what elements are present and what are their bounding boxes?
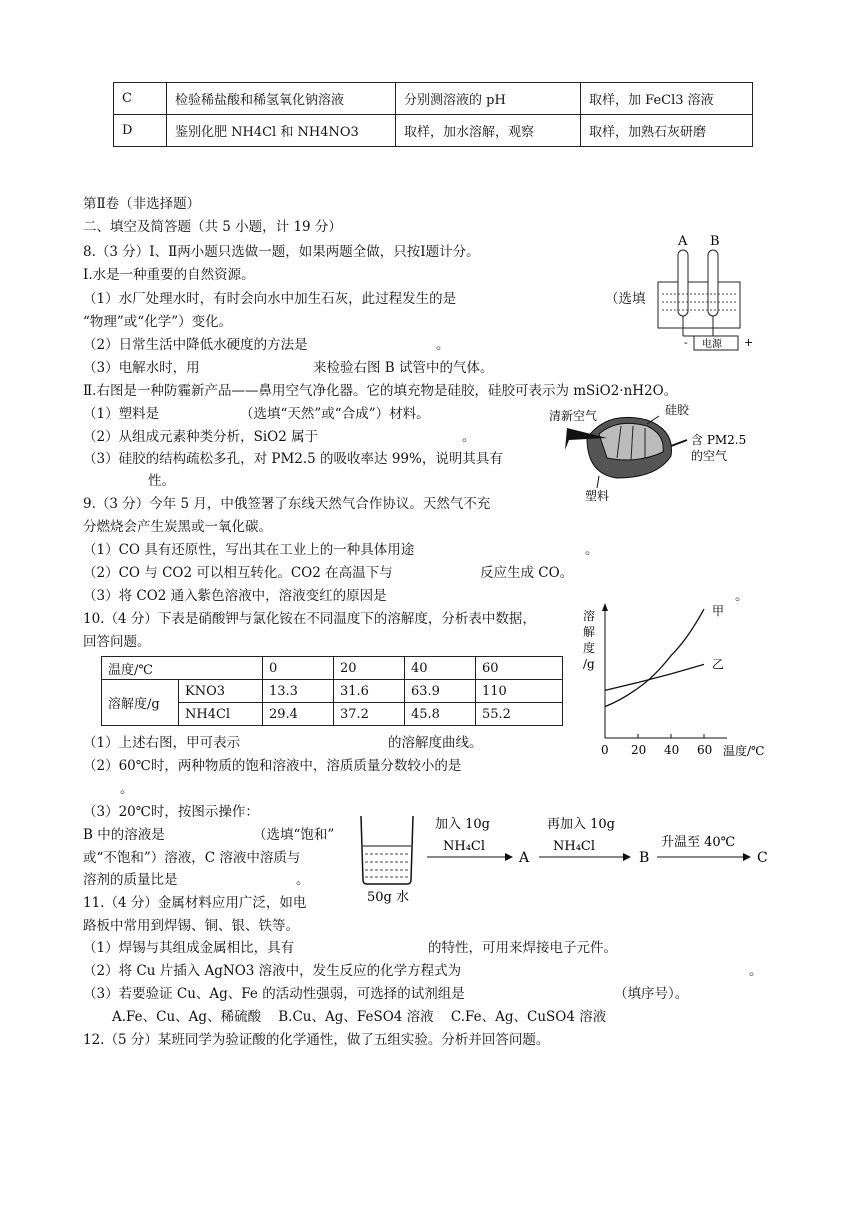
q10-p3: （3）20℃时，按图示操作： <box>83 804 259 820</box>
table-row <box>102 680 563 703</box>
plus-label: + <box>744 336 754 349</box>
q9-stem-b: 分燃烧会产生炭黑或一氧化碳。 <box>83 519 272 535</box>
option-method2: 取样，加熟石灰研磨 <box>581 115 753 147</box>
option-method2: 取样，加 FeCl3 溶液 <box>581 83 753 115</box>
power-label: 电源 <box>702 339 722 350</box>
q11-p2-end: 。 <box>749 963 763 979</box>
q10-stem-b: 回答问题。 <box>83 634 151 650</box>
temp-cell: 60 <box>476 657 563 680</box>
solubility-table <box>101 656 563 726</box>
q11-p3: （3）若要验证 Cu、Ag、Fe 的活动性强弱，可选择的试剂组是 <box>83 986 465 1002</box>
x-tick-label: 60 <box>697 743 713 757</box>
q8-ii3: （3）硅胶的结构疏松多孔，对 PM2.5 的吸收率达 99%，说明其具有 <box>83 451 503 467</box>
q11-p2: （2）将 Cu 片插入 AgNO3 溶液中，发生反应的化学方程式为 <box>83 963 462 979</box>
q8-i2: （2）日常生活中降低水硬度的方法是 <box>83 337 308 353</box>
step2-reagent: NH₄Cl <box>553 839 596 854</box>
value-cell: 55.2 <box>476 703 563 726</box>
beaker <box>361 816 413 884</box>
electrolysis-figure <box>652 232 762 354</box>
q9-p1-end: 。 <box>585 542 599 558</box>
q10-p3a: B 中的溶液是 <box>83 827 165 843</box>
solubility-header: 溶解度/g <box>102 680 179 726</box>
temp-cell: 40 <box>405 657 476 680</box>
y-label-3: 度 <box>583 641 596 655</box>
series-line-甲 <box>605 609 704 706</box>
value-cell: 63.9 <box>405 680 476 703</box>
value-cell: 37.2 <box>334 703 405 726</box>
q11-p1: （1）焊锡与其组成金属相比，具有 <box>83 940 295 956</box>
purifier-figure <box>547 398 747 510</box>
q11-choices: A.Fe、Cu、Ag、稀硫酸 B.Cu、Ag、FeSO4 溶液 C.Fe、Ag、CuSO4 溶液 <box>112 1009 607 1025</box>
table-row <box>114 83 753 115</box>
q8-ii3-tail: 性。 <box>148 473 175 489</box>
q10-stem-a: 10.（4 分）下表是硝酸钾与氯化铵在不同温度下的溶解度，分析表中数据， <box>83 611 536 627</box>
q9-p2: （2）CO 与 CO2 可以相互转化。CO2 在高温下与 <box>83 565 393 581</box>
q11-stem-b: 路板中常用到焊锡、铜、银、铁等。 <box>83 918 299 934</box>
section-title: 第Ⅱ卷（非选择题） <box>83 196 201 212</box>
minus-label: - <box>684 336 688 349</box>
q11-p3-tail: （填序号）。 <box>614 986 689 1002</box>
value-cell: 13.3 <box>263 680 334 703</box>
y-label-2: 解 <box>583 625 596 639</box>
option-goal: 检验稀盐酸和稀氢氧化钠溶液 <box>167 83 396 115</box>
pm-air-label-1: 含 PM2.5 <box>691 433 747 447</box>
q8-i-head: Ⅰ.水是一种重要的自然资源。 <box>83 267 255 283</box>
value-cell: 110 <box>476 680 563 703</box>
y-label-1: 溶 <box>583 609 596 623</box>
option-goal: 鉴别化肥 NH4Cl 和 NH4NO3 <box>167 115 396 147</box>
x-tick-label: 20 <box>631 743 647 757</box>
q10-p3b: （选填“饱和” <box>253 827 335 843</box>
q8-ii2-end: 。 <box>462 429 476 445</box>
q8-i2-end: 。 <box>436 337 450 353</box>
q8-i3-tail: 来检验右图 B 试管中的气体。 <box>313 360 494 376</box>
solubility-chart <box>575 600 770 762</box>
series-label: 乙 <box>712 657 725 672</box>
option-letter: D <box>114 115 167 147</box>
value-cell: 45.8 <box>405 703 476 726</box>
q9-p3-end: 。 <box>735 588 749 604</box>
temp-header: 温度/℃ <box>102 657 263 680</box>
q8-i1-tail: “物理”或“化学”）变化。 <box>83 314 233 330</box>
step2-text: 再加入 10g <box>547 817 615 832</box>
beaker-label: 50g 水 <box>367 890 409 905</box>
state-c: C <box>757 850 768 866</box>
process-figure <box>355 810 775 905</box>
q8-ii-head: Ⅱ.右图是一种防霾新产品——鼻用空气净化器。它的填充物是硅胶，硅胶可表示为 mSiO2·nH2O。 <box>83 383 678 399</box>
x-axis-label: 温度/℃ <box>723 744 765 758</box>
silica-label: 硅胶 <box>665 403 690 417</box>
q10-p2-end: 。 <box>120 781 134 797</box>
q9-stem-a: 9.（3 分）今年 5 月，中俄签署了东线天然气合作协议。天然气不充 <box>83 496 491 512</box>
q10-p1-tail: 的溶解度曲线。 <box>388 735 483 751</box>
q12-stem: 12.（5 分）某班同学为验证酸的化学通性，做了五组实验。分析并回答问题。 <box>83 1032 550 1048</box>
q11-stem-a: 11.（4 分）金属材料应用广泛，如电 <box>83 895 307 911</box>
option-method1: 分别测溶液的 pH <box>396 83 581 115</box>
value-cell: 31.6 <box>334 680 405 703</box>
q8-i3: （3）电解水时，用 <box>83 360 200 376</box>
q10-p2: （2）60℃时，两种物质的饱和溶液中，溶质质量分数较小的是 <box>83 758 462 774</box>
step1-reagent: NH₄Cl <box>443 839 486 854</box>
option-method1: 取样，加水溶解，观察 <box>396 115 581 147</box>
q8-ii2: （2）从组成元素种类分析，SiO2 属于 <box>83 429 319 445</box>
state-b: B <box>639 850 650 866</box>
x-tick-label: 40 <box>664 743 680 757</box>
step1-text: 加入 10g <box>435 817 490 832</box>
q11-p1-tail: 的特性，可用来焊接电子元件。 <box>428 940 617 956</box>
y-label-4: /g <box>583 657 595 671</box>
temp-cell: 0 <box>263 657 334 680</box>
substance-name: NH4Cl <box>179 703 263 726</box>
q9-p1: （1）CO 具有还原性，写出其在工业上的一种具体用途 <box>83 542 415 558</box>
q8-ii1: （1）塑料是 <box>83 406 160 422</box>
q8-i1-choice: （选填 <box>605 291 646 307</box>
fresh-air-label: 清新空气 <box>549 409 598 423</box>
x-tick-label: 0 <box>601 743 609 757</box>
value-cell: 29.4 <box>263 703 334 726</box>
plastic-label: 塑料 <box>585 489 610 503</box>
table-row <box>102 657 563 680</box>
pm-air-label-2: 的空气 <box>691 449 728 463</box>
q9-p3: （3）将 CO2 通入紫色溶液中，溶液变红的原因是 <box>83 588 387 604</box>
q10-p3d: 溶剂的质量比是 <box>83 872 178 888</box>
tube-b-label: B <box>710 234 720 249</box>
q8-stem: 8.（3 分）Ⅰ、Ⅱ两小题只选做一题，如果两题全做，只按Ⅰ题计分。 <box>83 244 480 260</box>
options-table <box>113 82 753 147</box>
q10-p1: （1）上述右图，甲可表示 <box>83 735 241 751</box>
option-letter: C <box>114 83 167 115</box>
q10-p3c: 或“不饱和”）溶液，C 溶液中溶质与 <box>83 850 301 866</box>
q8-i1: （1）水厂处理水时，有时会向水中加生石灰，此过程发生的是 <box>83 291 457 307</box>
q8-ii1-tail: （选填“天然”或“合成”）材料。 <box>240 406 430 422</box>
q10-p3e: 。 <box>296 872 310 888</box>
step3-text: 升温至 40℃ <box>661 835 736 850</box>
temp-cell: 20 <box>334 657 405 680</box>
q9-p2-tail: 反应生成 CO。 <box>480 565 574 581</box>
tube-a-label: A <box>678 234 688 249</box>
table-row <box>114 115 753 147</box>
state-a: A <box>519 850 530 866</box>
section-subtitle: 二、填空及简答题（共 5 小题，计 19 分） <box>83 219 342 235</box>
series-line-乙 <box>605 664 704 690</box>
substance-name: KNO3 <box>179 680 263 703</box>
series-label: 甲 <box>712 604 725 619</box>
